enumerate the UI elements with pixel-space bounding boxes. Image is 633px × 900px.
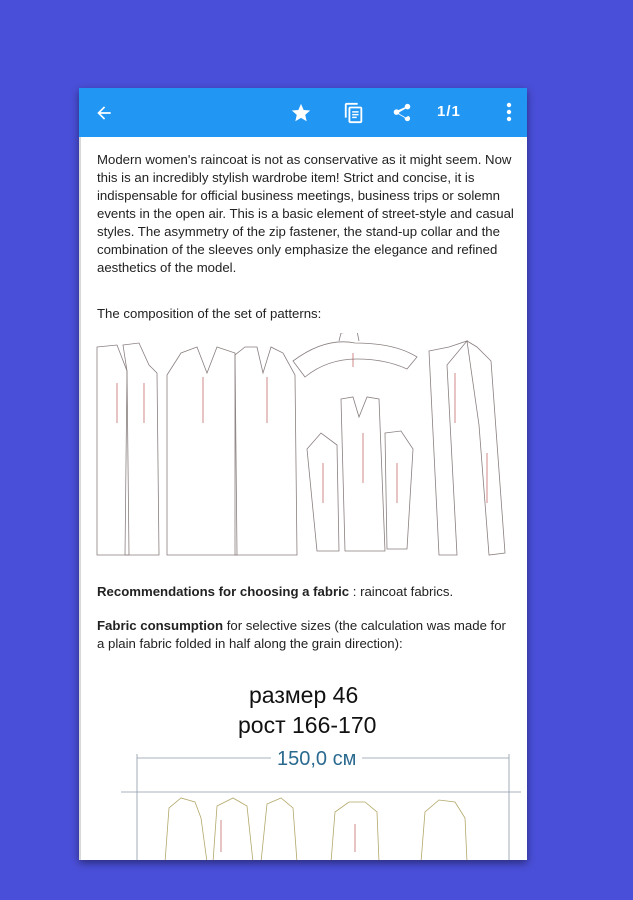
- app-toolbar: [79, 88, 527, 137]
- height-label: рост 166-170: [238, 712, 377, 738]
- fabric-consumption: [97, 617, 515, 653]
- share-icon[interactable]: [388, 99, 416, 127]
- document-page[interactable]: [79, 137, 527, 860]
- page-indicator: 1/1: [437, 103, 461, 120]
- fabric-recommendation: [97, 583, 515, 601]
- star-icon[interactable]: [287, 99, 315, 127]
- copy-icon[interactable]: [340, 99, 368, 127]
- document-viewer-card: [79, 88, 527, 860]
- more-vert-icon[interactable]: [499, 98, 519, 126]
- recommend-rest: : raincoat fabrics.: [349, 584, 454, 599]
- consumption-rest: for selective sizes (the calculation was made for a plain fabric folded in half along the grain direction):: [97, 618, 506, 651]
- pattern-pieces-image: [95, 333, 515, 573]
- back-arrow-icon[interactable]: [87, 96, 121, 130]
- composition-heading: The composition of the set of patterns:: [97, 306, 322, 321]
- size-label: размер 46: [249, 682, 359, 708]
- size-chart-image: [121, 682, 521, 860]
- intro-paragraph: Modern women's raincoat is not as conservative as it might seem. Now this is an incredibly stylish wardrobe item! Strict and concise, it is indispensable for official business meetings, business trips or solemn events in the open air. This is a basic element of street-style and casual styles. The asymmetry of the zip fastener, the stand-up collar and the combination of the sleeves only emphasize the elegance and refined aesthetics of the model.: [97, 152, 514, 275]
- consumption-bold: Fabric consumption: [97, 618, 224, 633]
- width-label: 150,0 см: [271, 748, 362, 771]
- recommend-bold: Recommendations for choosing a fabric: [97, 584, 350, 599]
